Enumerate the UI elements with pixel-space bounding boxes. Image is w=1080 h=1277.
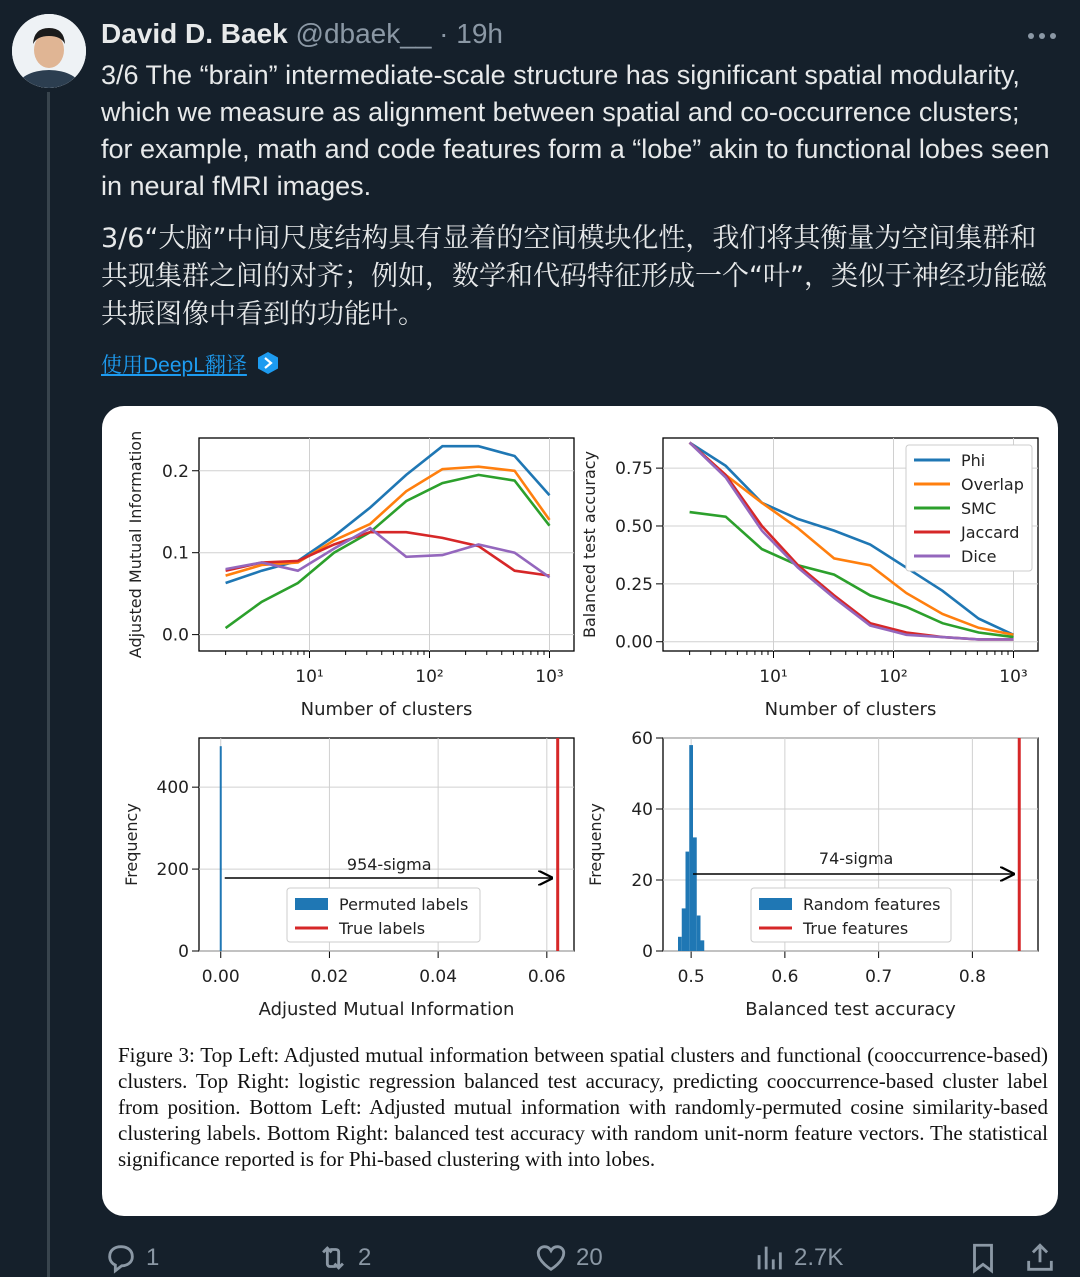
chart-0-ytick-label: 0.1 xyxy=(161,543,189,564)
action-bar xyxy=(0,1238,1080,1277)
chart-2-xtick-label: 0.06 xyxy=(527,967,566,987)
chart-2-legend-swatch xyxy=(295,898,328,910)
chart-1-ytick-label: 0.50 xyxy=(615,516,653,537)
chart-1-ylabel: Balanced test accuracy xyxy=(580,450,599,639)
chart-1-xtick-label: 10² xyxy=(879,667,908,687)
chart-2-sigma-label: 954-sigma xyxy=(346,855,432,874)
tweet-header xyxy=(101,18,503,50)
chart-3-ylabel: Frequency xyxy=(586,803,605,886)
chart-3-hist-bar xyxy=(678,937,682,951)
chart-0-xtick-label: 10² xyxy=(415,667,444,687)
share-button[interactable] xyxy=(1023,1238,1057,1277)
chart-3-sigma-label: 74-sigma xyxy=(818,849,894,868)
chart-2-ytick-label: 0 xyxy=(178,942,189,962)
chart-3-hist-bar xyxy=(689,745,693,951)
chart-3-legend-label: True features xyxy=(803,919,909,938)
chart-3-hist-bar xyxy=(682,908,686,951)
chart-2-xtick-label: 0.04 xyxy=(419,967,458,987)
chart-3-ytick-label: 20 xyxy=(631,871,653,891)
chart-1-ytick-label: 0.75 xyxy=(615,459,653,480)
tweet-time[interactable]: · 19h xyxy=(431,18,503,49)
chart-1-ytick-label: 0.00 xyxy=(615,632,653,653)
retweet-count: 2 xyxy=(358,1243,372,1271)
chart-2-xtick-label: 0.00 xyxy=(201,967,240,987)
like-icon xyxy=(534,1241,568,1275)
chart-3-ytick-label: 60 xyxy=(631,729,653,749)
chart-2-legend-label: Permuted labels xyxy=(339,895,469,914)
reply-button[interactable] xyxy=(104,1238,159,1277)
chart-3-xlabel: Balanced test accuracy xyxy=(745,999,956,1020)
figure-charts xyxy=(102,406,1058,1036)
chart-1-legend-label: Dice xyxy=(961,547,997,566)
author-handle[interactable]: @dbaek__ xyxy=(295,18,432,49)
author-name[interactable]: David D. Baek xyxy=(101,18,288,49)
thread-line xyxy=(47,92,50,1277)
chart-3-xtick-label: 0.7 xyxy=(865,967,893,987)
chart-1-legend-label: Jaccard xyxy=(961,523,1020,542)
chart-3-legend-swatch xyxy=(759,898,792,910)
translate-link[interactable]: 使用DeepL翻译 xyxy=(101,354,247,377)
views-button[interactable] xyxy=(752,1238,843,1277)
chart-3-hist-bar xyxy=(693,837,697,951)
chart-2-legend-label: True labels xyxy=(339,919,426,938)
like-count: 20 xyxy=(576,1243,603,1271)
author-avatar[interactable] xyxy=(12,14,86,88)
chart-2-ytick-label: 200 xyxy=(156,860,189,881)
chart-1-xtick-label: 10³ xyxy=(999,667,1028,687)
bookmark-button[interactable] xyxy=(966,1238,1000,1277)
chart-2-permuted-bar xyxy=(220,746,222,951)
chart-3-xtick-label: 0.6 xyxy=(771,967,799,987)
chart-3-ytick-label: 40 xyxy=(631,800,653,820)
reply-icon xyxy=(104,1241,138,1275)
chart-2-xlabel: Adjusted Mutual Information xyxy=(258,999,515,1020)
chart-1-ytick-label: 0.25 xyxy=(615,574,653,595)
chart-1-xlabel: Number of clusters xyxy=(764,699,937,720)
chart-2-ylabel: Frequency xyxy=(122,803,141,886)
chart-2-xtick-label: 0.02 xyxy=(310,967,349,987)
deepl-icon xyxy=(256,351,280,375)
chart-2-ytick-label: 400 xyxy=(156,778,189,799)
more-icon[interactable] xyxy=(1026,26,1058,46)
views-icon xyxy=(752,1241,786,1275)
chart-1-legend-label: Overlap xyxy=(961,475,1024,494)
chart-0-ytick-label: 0.2 xyxy=(161,461,189,482)
chart-0-xtick-label: 10³ xyxy=(535,667,564,687)
chart-1-legend-label: Phi xyxy=(961,451,986,470)
retweet-button[interactable] xyxy=(316,1238,371,1277)
share-icon xyxy=(1023,1241,1057,1275)
chart-0-frame xyxy=(199,438,574,651)
like-button[interactable] xyxy=(534,1238,603,1277)
tweet-text-zh: 3/6“大脑”中间尺度结构具有显着的空间模块化性，我们将其衡量为空间集群和共现集群之间的对齐；例如，数学和代码特征形成一个“叶”，类似于神经功能磁共振图像中看到的功能叶。 xyxy=(101,223,1047,330)
chart-3-xtick-label: 0.5 xyxy=(677,967,705,987)
chart-3-ytick-label: 0 xyxy=(642,942,653,962)
tweet-text-en: 3/6 The “brain” intermediate-scale structure has significant spatial modularity, which we measure as alignment between spatial and co-occurrence clusters; for example, math and code features form a “lobe” akin to functional lobes seen in neural fMRI images. xyxy=(101,60,1050,201)
views-count: 2.7K xyxy=(794,1243,844,1271)
retweet-icon xyxy=(316,1241,350,1275)
tweet-media-figure[interactable] xyxy=(102,406,1058,1216)
chart-3-hist-bar xyxy=(686,852,690,951)
chart-1-xtick-label: 10¹ xyxy=(759,667,788,687)
chart-0-xlabel: Number of clusters xyxy=(300,699,473,720)
chart-0-ylabel: Adjusted Mutual Information xyxy=(126,430,145,659)
chart-0-xtick-label: 10¹ xyxy=(295,667,324,687)
chart-0-ytick-label: 0.0 xyxy=(161,625,189,646)
chart-3-hist-bar xyxy=(701,940,705,951)
chart-3-xtick-label: 0.8 xyxy=(958,967,986,987)
chart-1-legend-label: SMC xyxy=(961,499,997,518)
figure-caption: Figure 3: Top Left: Adjusted mutual information between spatial clusters and functional (cooccurrence-based) clusters. Top Right: logistic regression balanced test accuracy, predicting cooccurrence-based cluster label from position. Bottom Left: Adjusted mutual information with randomly-permuted cosine similarity-based clustering labels. Bottom Right: balanced test accuracy with random unit-norm feature vectors. The statistical significance reported is for Phi-based clustering with into lobes. xyxy=(118,1043,1048,1171)
chart-3-hist-bar xyxy=(697,916,701,952)
bookmark-icon xyxy=(966,1241,1000,1275)
reply-count: 1 xyxy=(146,1243,160,1271)
chart-3-legend-label: Random features xyxy=(803,895,941,914)
